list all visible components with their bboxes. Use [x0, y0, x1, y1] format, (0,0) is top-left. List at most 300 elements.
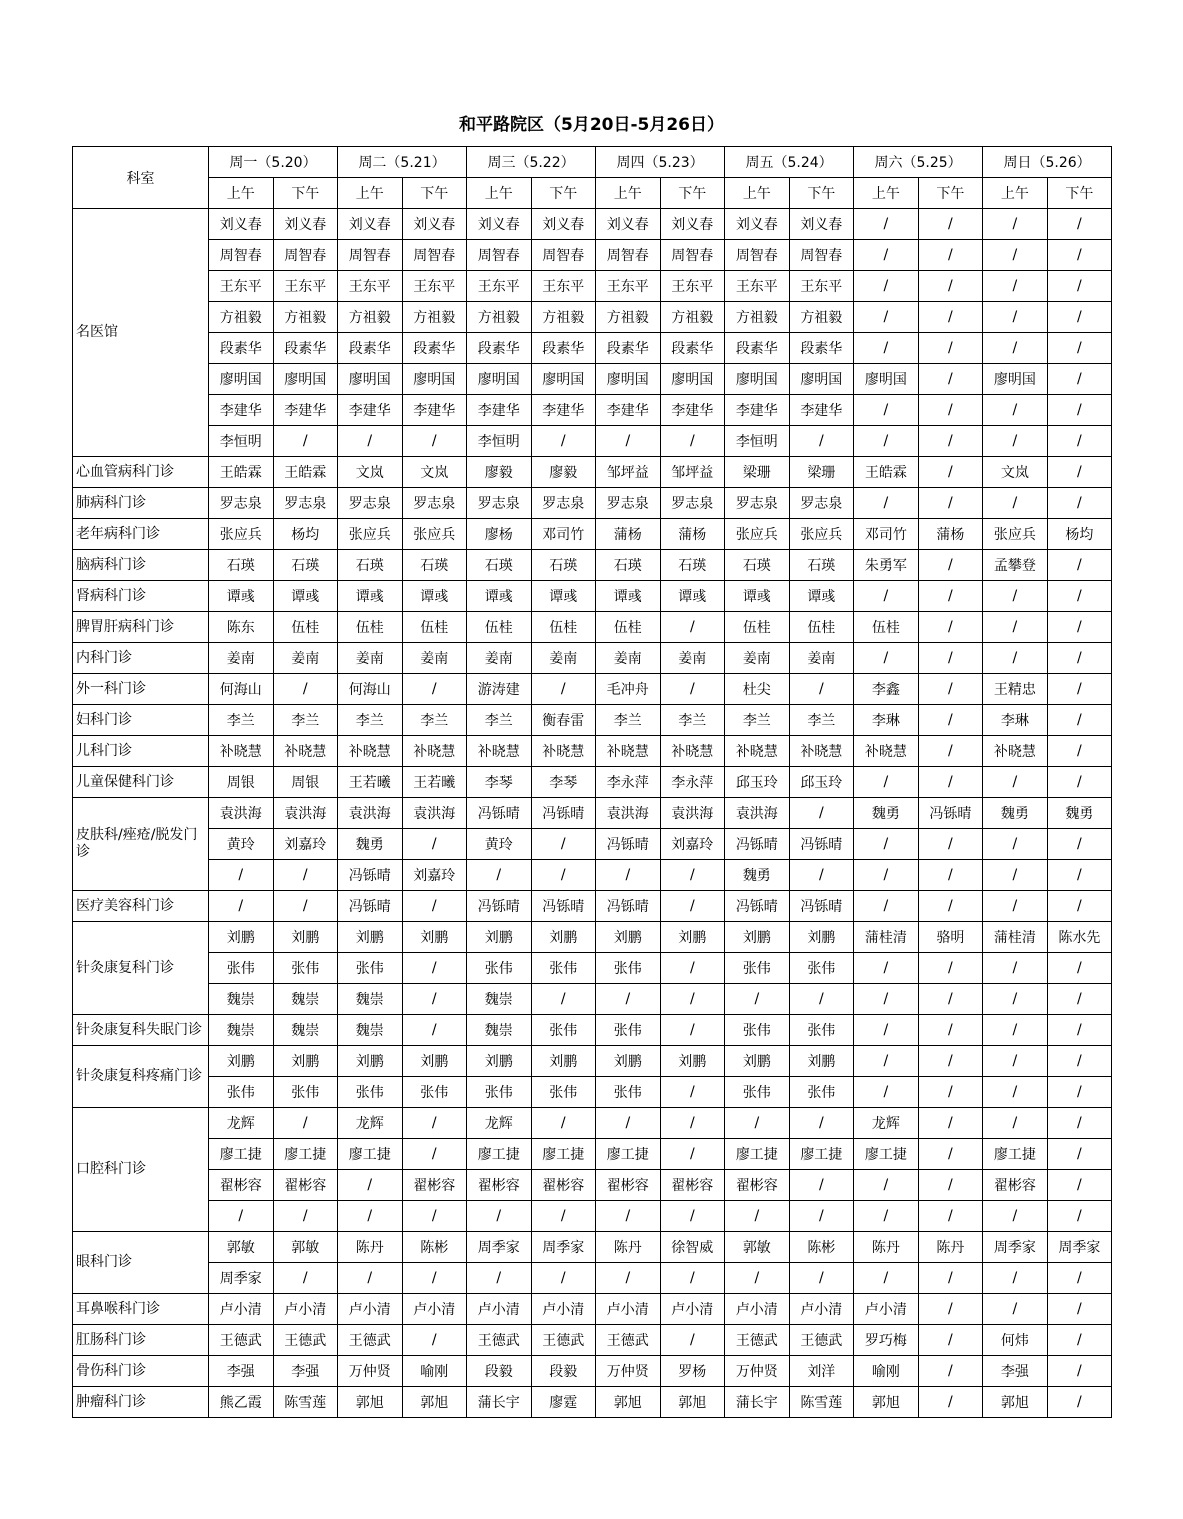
schedule-cell: 刘义春: [338, 209, 403, 240]
schedule-cell: 姜南: [209, 643, 274, 674]
schedule-cell: 王东平: [531, 271, 596, 302]
department-name: 骨伤科门诊: [73, 1356, 209, 1387]
schedule-cell: /: [983, 209, 1048, 240]
table-row: [73, 426, 1112, 457]
schedule-cell: /: [338, 426, 403, 457]
schedule-cell: 谭彧: [596, 581, 661, 612]
schedule-cell: 袁洪海: [596, 798, 661, 829]
pm-header: 下午: [789, 178, 854, 209]
schedule-cell: 王德武: [789, 1325, 854, 1356]
schedule-cell: 补晓慧: [789, 736, 854, 767]
schedule-cell: 段素华: [467, 333, 532, 364]
department-name: 外一科门诊: [73, 674, 209, 705]
schedule-cell: 刘鹏: [725, 1046, 790, 1077]
schedule-cell: 袁洪海: [338, 798, 403, 829]
schedule-cell: /: [273, 860, 338, 891]
schedule-cell: 罗志泉: [725, 488, 790, 519]
schedule-cell: 廖明国: [725, 364, 790, 395]
schedule-cell: /: [596, 1263, 661, 1294]
schedule-cell: 罗巧梅: [854, 1325, 919, 1356]
schedule-cell: 万仲贤: [596, 1356, 661, 1387]
schedule-cell: /: [402, 1108, 467, 1139]
schedule-cell: 王皓霖: [273, 457, 338, 488]
department-name: 儿科门诊: [73, 736, 209, 767]
schedule-cell: 刘鹏: [209, 1046, 274, 1077]
schedule-cell: 陈丹: [854, 1232, 919, 1263]
schedule-cell: 冯铄晴: [596, 829, 661, 860]
schedule-cell: /: [983, 1263, 1048, 1294]
schedule-cell: /: [209, 860, 274, 891]
schedule-cell: 伍桂: [467, 612, 532, 643]
schedule-cell: 袁洪海: [402, 798, 467, 829]
schedule-cell: 李琳: [854, 705, 919, 736]
schedule-cell: 周银: [273, 767, 338, 798]
schedule-cell: 邹坪益: [660, 457, 725, 488]
schedule-cell: 文岚: [338, 457, 403, 488]
department-name: 心血管病科门诊: [73, 457, 209, 488]
schedule-cell: 张伟: [789, 953, 854, 984]
schedule-cell: 石瑛: [338, 550, 403, 581]
schedule-cell: 刘鹏: [596, 922, 661, 953]
schedule-cell: 廖工捷: [209, 1139, 274, 1170]
schedule-cell: 廖毅: [467, 457, 532, 488]
schedule-cell: 李恒明: [467, 426, 532, 457]
schedule-cell: 毛冲舟: [596, 674, 661, 705]
schedule-cell: 方祖毅: [273, 302, 338, 333]
schedule-cell: 刘鹏: [402, 922, 467, 953]
schedule-cell: 姜南: [725, 643, 790, 674]
schedule-cell: 伍桂: [273, 612, 338, 643]
schedule-cell: /: [1047, 860, 1112, 891]
schedule-cell: /: [983, 581, 1048, 612]
schedule-cell: 张应兵: [983, 519, 1048, 550]
schedule-cell: /: [983, 612, 1048, 643]
schedule-cell: 冯铄晴: [531, 798, 596, 829]
schedule-cell: 冯铄晴: [531, 891, 596, 922]
schedule-cell: 冯铄晴: [338, 891, 403, 922]
table-row: [73, 364, 1112, 395]
schedule-cell: 喻刚: [402, 1356, 467, 1387]
schedule-cell: 罗志泉: [209, 488, 274, 519]
schedule-cell: 万仲贤: [725, 1356, 790, 1387]
schedule-cell: /: [1047, 1046, 1112, 1077]
schedule-cell: /: [854, 333, 919, 364]
schedule-cell: 廖明国: [402, 364, 467, 395]
schedule-cell: 卢小清: [531, 1294, 596, 1325]
schedule-cell: 卢小清: [789, 1294, 854, 1325]
schedule-cell: /: [402, 1263, 467, 1294]
schedule-cell: 周智春: [725, 240, 790, 271]
schedule-cell: 郭旭: [983, 1387, 1048, 1418]
schedule-cell: 蒲桂清: [983, 922, 1048, 953]
schedule-cell: 伍桂: [402, 612, 467, 643]
schedule-cell: 王东平: [596, 271, 661, 302]
schedule-cell: 刘鹏: [402, 1046, 467, 1077]
schedule-cell: 王德武: [596, 1325, 661, 1356]
schedule-cell: 袁洪海: [273, 798, 338, 829]
schedule-cell: /: [854, 488, 919, 519]
schedule-cell: 卢小清: [596, 1294, 661, 1325]
schedule-cell: 翟彬容: [531, 1170, 596, 1201]
schedule-cell: /: [854, 1046, 919, 1077]
schedule-cell: 刘鹏: [338, 1046, 403, 1077]
schedule-cell: 魏崇: [273, 984, 338, 1015]
am-header: 上午: [338, 178, 403, 209]
header-row-days: [73, 147, 1112, 178]
schedule-cell: 冯铄晴: [725, 829, 790, 860]
schedule-cell: 罗志泉: [273, 488, 338, 519]
schedule-cell: 魏勇: [854, 798, 919, 829]
schedule-cell: /: [596, 426, 661, 457]
schedule-cell: /: [338, 1170, 403, 1201]
department-name: 口腔科门诊: [73, 1108, 209, 1232]
schedule-cell: 谭彧: [467, 581, 532, 612]
schedule-cell: 王东平: [467, 271, 532, 302]
schedule-cell: /: [918, 1077, 983, 1108]
schedule-cell: 廖明国: [596, 364, 661, 395]
schedule-cell: 袁洪海: [660, 798, 725, 829]
schedule-cell: 翟彬容: [273, 1170, 338, 1201]
pm-header: 下午: [918, 178, 983, 209]
schedule-cell: 李兰: [209, 705, 274, 736]
schedule-cell: /: [854, 891, 919, 922]
schedule-cell: 张应兵: [338, 519, 403, 550]
schedule-cell: 张伟: [789, 1077, 854, 1108]
schedule-cell: 张伟: [402, 1077, 467, 1108]
schedule-cell: 补晓慧: [338, 736, 403, 767]
table-row: [73, 1015, 1112, 1046]
schedule-cell: /: [660, 1108, 725, 1139]
schedule-cell: 刘鹏: [209, 922, 274, 953]
schedule-cell: /: [402, 829, 467, 860]
schedule-cell: /: [854, 643, 919, 674]
schedule-cell: /: [918, 1325, 983, 1356]
schedule-cell: /: [983, 488, 1048, 519]
schedule-cell: 王皓霖: [854, 457, 919, 488]
schedule-cell: 衡春雷: [531, 705, 596, 736]
schedule-cell: 谭彧: [531, 581, 596, 612]
schedule-cell: 卢小清: [854, 1294, 919, 1325]
schedule-cell: 段毅: [531, 1356, 596, 1387]
schedule-cell: /: [596, 1201, 661, 1232]
schedule-cell: 补晓慧: [402, 736, 467, 767]
schedule-cell: 伍桂: [854, 612, 919, 643]
table-row: [73, 550, 1112, 581]
schedule-cell: 冯铄晴: [789, 829, 854, 860]
schedule-cell: 石瑛: [273, 550, 338, 581]
schedule-cell: 张伟: [531, 1015, 596, 1046]
schedule-cell: 谭彧: [789, 581, 854, 612]
schedule-cell: 杨均: [1047, 519, 1112, 550]
department-name: 老年病科门诊: [73, 519, 209, 550]
schedule-cell: /: [983, 426, 1048, 457]
schedule-cell: 游涛建: [467, 674, 532, 705]
schedule-cell: 廖工捷: [725, 1139, 790, 1170]
pm-header: 下午: [660, 178, 725, 209]
schedule-cell: /: [660, 860, 725, 891]
schedule-cell: 廖工捷: [983, 1139, 1048, 1170]
schedule-cell: 张伟: [467, 953, 532, 984]
schedule-cell: 郭敏: [725, 1232, 790, 1263]
schedule-cell: 李建华: [725, 395, 790, 426]
schedule-cell: 骆明: [918, 922, 983, 953]
schedule-cell: /: [467, 1201, 532, 1232]
schedule-cell: /: [531, 1108, 596, 1139]
schedule-cell: 周季家: [209, 1263, 274, 1294]
schedule-cell: 梁珊: [725, 457, 790, 488]
schedule-cell: /: [854, 426, 919, 457]
schedule-cell: 李琴: [531, 767, 596, 798]
table-row: [73, 798, 1112, 829]
schedule-cell: /: [918, 550, 983, 581]
schedule-cell: 刘洋: [789, 1356, 854, 1387]
schedule-cell: 邱玉玲: [789, 767, 854, 798]
schedule-cell: /: [402, 1139, 467, 1170]
table-row: [73, 519, 1112, 550]
schedule-table: [72, 146, 1112, 1418]
schedule-cell: 王德武: [725, 1325, 790, 1356]
schedule-cell: 方祖毅: [725, 302, 790, 333]
schedule-cell: 李兰: [725, 705, 790, 736]
schedule-cell: 冯铄晴: [725, 891, 790, 922]
schedule-cell: /: [918, 829, 983, 860]
schedule-cell: 姜南: [531, 643, 596, 674]
schedule-cell: /: [273, 674, 338, 705]
schedule-cell: 刘义春: [209, 209, 274, 240]
schedule-cell: /: [1047, 209, 1112, 240]
schedule-cell: /: [1047, 736, 1112, 767]
schedule-cell: 魏崇: [273, 1015, 338, 1046]
schedule-cell: /: [983, 1015, 1048, 1046]
schedule-cell: /: [467, 860, 532, 891]
day-header: 周六（5.25）: [854, 147, 983, 178]
schedule-cell: 王东平: [338, 271, 403, 302]
schedule-cell: /: [1047, 1263, 1112, 1294]
schedule-cell: 刘鹏: [660, 1046, 725, 1077]
schedule-cell: 周智春: [273, 240, 338, 271]
schedule-cell: 张伟: [338, 1077, 403, 1108]
schedule-cell: /: [402, 426, 467, 457]
department-name: 脑病科门诊: [73, 550, 209, 581]
schedule-cell: 谭彧: [273, 581, 338, 612]
schedule-cell: 魏勇: [725, 860, 790, 891]
schedule-cell: 冯铄晴: [596, 891, 661, 922]
schedule-cell: /: [1047, 953, 1112, 984]
schedule-cell: 伍桂: [789, 612, 854, 643]
table-row: [73, 1077, 1112, 1108]
schedule-cell: 翟彬容: [983, 1170, 1048, 1201]
dept-column-header: 科室: [73, 147, 209, 209]
schedule-cell: 卢小清: [338, 1294, 403, 1325]
schedule-cell: /: [531, 674, 596, 705]
schedule-cell: 周季家: [467, 1232, 532, 1263]
schedule-cell: 罗志泉: [338, 488, 403, 519]
schedule-cell: /: [918, 1201, 983, 1232]
day-header: 周一（5.20）: [209, 147, 338, 178]
schedule-cell: /: [1047, 488, 1112, 519]
department-name: 肛肠科门诊: [73, 1325, 209, 1356]
schedule-cell: /: [531, 1263, 596, 1294]
schedule-cell: /: [402, 1015, 467, 1046]
table-row: [73, 209, 1112, 240]
schedule-cell: /: [1047, 271, 1112, 302]
schedule-cell: /: [983, 1108, 1048, 1139]
schedule-cell: 袁洪海: [209, 798, 274, 829]
schedule-cell: /: [273, 1201, 338, 1232]
table-row: [73, 333, 1112, 364]
schedule-cell: /: [1047, 1015, 1112, 1046]
schedule-cell: /: [854, 1015, 919, 1046]
schedule-cell: 翟彬容: [467, 1170, 532, 1201]
schedule-cell: 郭敏: [273, 1232, 338, 1263]
schedule-cell: 周季家: [531, 1232, 596, 1263]
table-row: [73, 1046, 1112, 1077]
table-row: [73, 581, 1112, 612]
schedule-cell: 李琴: [467, 767, 532, 798]
schedule-cell: 张应兵: [209, 519, 274, 550]
schedule-cell: /: [854, 271, 919, 302]
schedule-cell: 翟彬容: [596, 1170, 661, 1201]
schedule-cell: /: [1047, 581, 1112, 612]
table-row: [73, 1356, 1112, 1387]
schedule-cell: 魏崇: [467, 1015, 532, 1046]
schedule-cell: 方祖毅: [531, 302, 596, 333]
schedule-cell: 刘鹏: [273, 922, 338, 953]
schedule-cell: /: [854, 209, 919, 240]
schedule-cell: 李恒明: [209, 426, 274, 457]
schedule-cell: 补晓慧: [209, 736, 274, 767]
schedule-cell: /: [918, 891, 983, 922]
schedule-cell: /: [725, 984, 790, 1015]
schedule-cell: /: [918, 426, 983, 457]
schedule-cell: 王德武: [531, 1325, 596, 1356]
schedule-cell: /: [725, 1108, 790, 1139]
schedule-cell: 王东平: [273, 271, 338, 302]
schedule-cell: 廖工捷: [338, 1139, 403, 1170]
schedule-cell: /: [854, 767, 919, 798]
schedule-cell: 李鑫: [854, 674, 919, 705]
schedule-cell: /: [273, 1263, 338, 1294]
schedule-cell: 梁珊: [789, 457, 854, 488]
schedule-cell: 李兰: [402, 705, 467, 736]
schedule-cell: 刘义春: [660, 209, 725, 240]
schedule-cell: 陈彬: [789, 1232, 854, 1263]
schedule-cell: 石瑛: [209, 550, 274, 581]
schedule-cell: /: [1047, 891, 1112, 922]
schedule-cell: 邓司竹: [854, 519, 919, 550]
schedule-cell: 陈丹: [596, 1232, 661, 1263]
schedule-cell: /: [531, 860, 596, 891]
schedule-cell: /: [1047, 364, 1112, 395]
schedule-cell: /: [983, 767, 1048, 798]
table-row: [73, 612, 1112, 643]
schedule-cell: 谭彧: [209, 581, 274, 612]
schedule-cell: /: [531, 426, 596, 457]
schedule-cell: /: [531, 1201, 596, 1232]
schedule-cell: /: [402, 953, 467, 984]
page-title: 和平路院区（5月20日-5月26日）: [458, 115, 725, 135]
schedule-cell: 李兰: [273, 705, 338, 736]
schedule-cell: 石瑛: [660, 550, 725, 581]
department-name: 名医馆: [73, 209, 209, 457]
table-row: [73, 705, 1112, 736]
pm-header: 下午: [273, 178, 338, 209]
schedule-cell: /: [918, 302, 983, 333]
schedule-cell: 喻刚: [854, 1356, 919, 1387]
schedule-cell: /: [854, 1201, 919, 1232]
schedule-cell: /: [1047, 674, 1112, 705]
day-header: 周四（5.23）: [596, 147, 725, 178]
schedule-cell: /: [918, 240, 983, 271]
schedule-cell: /: [402, 891, 467, 922]
schedule-cell: 方祖毅: [660, 302, 725, 333]
schedule-cell: /: [531, 829, 596, 860]
schedule-cell: /: [854, 302, 919, 333]
schedule-cell: /: [789, 984, 854, 1015]
schedule-cell: /: [918, 457, 983, 488]
schedule-cell: 李兰: [596, 705, 661, 736]
table-row: [73, 1294, 1112, 1325]
schedule-cell: /: [660, 612, 725, 643]
schedule-cell: 张伟: [531, 953, 596, 984]
schedule-cell: 刘鹏: [789, 1046, 854, 1077]
schedule-cell: /: [338, 1201, 403, 1232]
schedule-cell: /: [918, 674, 983, 705]
pm-header: 下午: [402, 178, 467, 209]
schedule-cell: 张伟: [596, 1015, 661, 1046]
schedule-cell: 陈雪莲: [273, 1387, 338, 1418]
schedule-cell: 卢小清: [467, 1294, 532, 1325]
schedule-cell: /: [1047, 829, 1112, 860]
table-row: [73, 302, 1112, 333]
schedule-cell: 段素华: [209, 333, 274, 364]
schedule-cell: 补晓慧: [531, 736, 596, 767]
schedule-cell: 孟攀登: [983, 550, 1048, 581]
schedule-cell: 陈彬: [402, 1232, 467, 1263]
schedule-cell: 魏崇: [338, 984, 403, 1015]
header-row-halfday: [73, 178, 1112, 209]
table-row: [73, 922, 1112, 953]
schedule-cell: /: [1047, 1077, 1112, 1108]
schedule-cell: /: [983, 271, 1048, 302]
schedule-cell: 李兰: [338, 705, 403, 736]
schedule-cell: 王东平: [725, 271, 790, 302]
schedule-cell: 张应兵: [402, 519, 467, 550]
schedule-cell: 谭彧: [660, 581, 725, 612]
schedule-cell: /: [918, 1046, 983, 1077]
schedule-cell: 廖工捷: [596, 1139, 661, 1170]
schedule-cell: 王东平: [789, 271, 854, 302]
schedule-cell: 邓司竹: [531, 519, 596, 550]
schedule-cell: 黄玲: [209, 829, 274, 860]
schedule-cell: 廖明国: [209, 364, 274, 395]
department-name: 针灸康复科疼痛门诊: [73, 1046, 209, 1108]
schedule-cell: 何炜: [983, 1325, 1048, 1356]
schedule-cell: 段素华: [531, 333, 596, 364]
schedule-cell: /: [983, 240, 1048, 271]
schedule-cell: 张伟: [789, 1015, 854, 1046]
schedule-cell: 刘义春: [531, 209, 596, 240]
department-name: 眼科门诊: [73, 1232, 209, 1294]
schedule-cell: /: [402, 984, 467, 1015]
schedule-cell: 方祖毅: [402, 302, 467, 333]
schedule-cell: 卢小清: [725, 1294, 790, 1325]
schedule-cell: 周智春: [531, 240, 596, 271]
schedule-cell: 蒲杨: [596, 519, 661, 550]
schedule-cell: /: [918, 953, 983, 984]
schedule-cell: 李建华: [273, 395, 338, 426]
schedule-cell: 张伟: [596, 1077, 661, 1108]
